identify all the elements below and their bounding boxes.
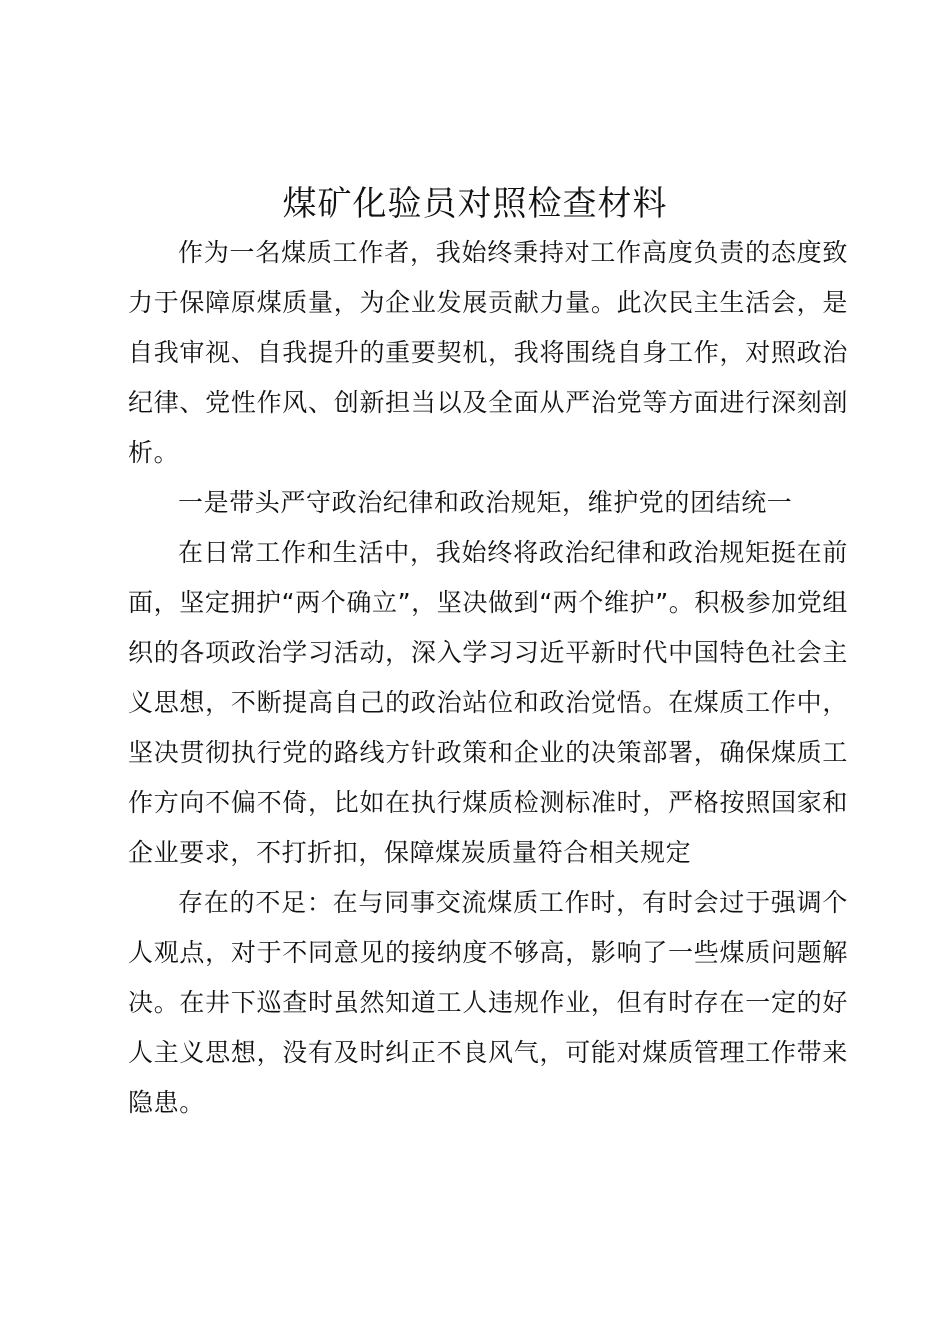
paragraph-section-heading: 一是带头严守政治纪律和政治规矩，维护党的团结统一: [178, 488, 793, 517]
document-body: [128, 228, 848, 1128]
paragraph-political-discipline: 在日常工作和生活中，我始终将政治纪律和政治规矩挺在前面，坚定拥护“两个确立”，坚决做到“两个维护”。积极参加党组织的各项政治学习活动，深入学习习近平新时代中国特色社会主义思想，不断提高自己的政治站位和政治觉悟。在煤质工作中，坚决贯彻执行党的路线方针政策和企业的决策部署，确保煤质工作方向不偏不倚，比如在执行煤质检测标准时，严格按照国家和企业要求，不打折扣，保障煤炭质量符合相关规定: [128, 538, 848, 867]
paragraph-shortcomings: 存在的不足：在与同事交流煤质工作时，有时会过于强调个人观点，对于不同意见的接纳度不够高，影响了一些煤质问题解决。在井下巡查时虽然知道工人违规作业，但有时存在一定的好人主义思想，没有及时纠正不良风气，可能对煤质管理工作带来隐患。: [128, 888, 848, 1117]
paragraph-intro: 作为一名煤质工作者，我始终秉持对工作高度负责的态度致力于保障原煤质量，为企业发展贡献力量。此次民主生活会，是自我审视、自我提升的重要契机，我将围绕自身工作，对照政治纪律、党性作风、创新担当以及全面从严治党等方面进行深刻剖析。: [128, 238, 848, 467]
document-title: 煤矿化验员对照检查材料: [282, 184, 668, 224]
